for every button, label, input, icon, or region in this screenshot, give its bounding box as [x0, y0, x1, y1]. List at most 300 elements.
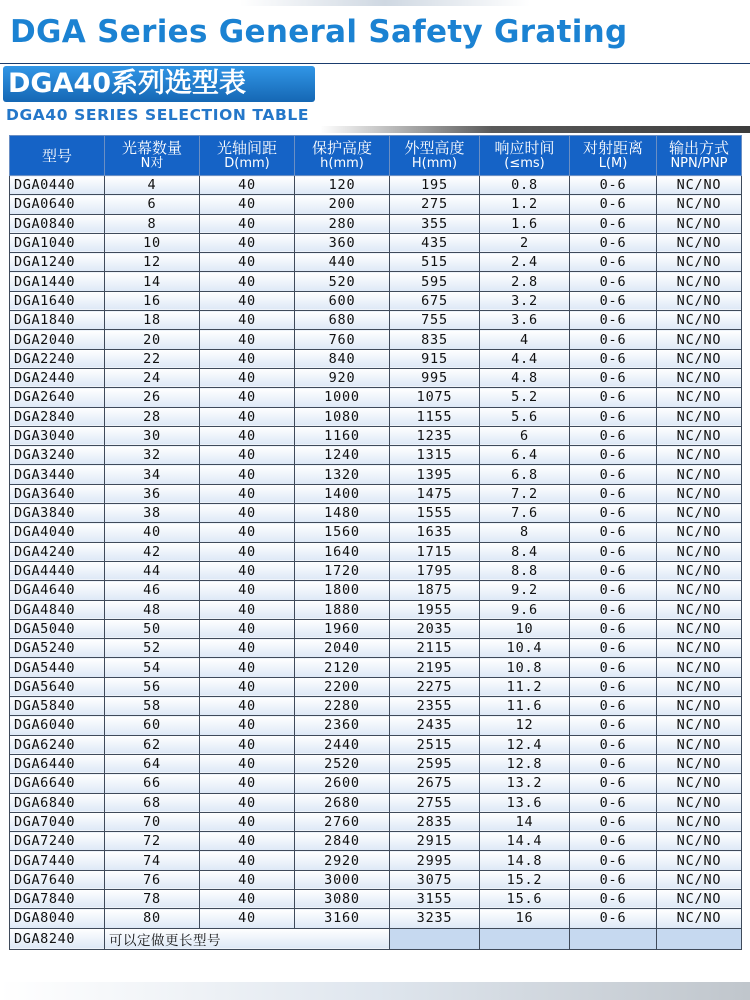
cell-beam-count: 6	[105, 195, 200, 214]
bottom-decoration	[0, 982, 750, 1000]
cell-range: 0-6	[570, 523, 657, 542]
cell-overall-height: 2675	[390, 774, 480, 793]
cell-output: NC/NO	[657, 581, 742, 600]
cell-range: 0-6	[570, 870, 657, 889]
cell-overall-height: 3075	[390, 870, 480, 889]
table-row	[10, 793, 742, 812]
cell-range: 0-6	[570, 812, 657, 831]
cell-output: NC/NO	[657, 349, 742, 368]
cell-model: DGA2040	[10, 330, 105, 349]
cell-range: 0-6	[570, 253, 657, 272]
cell-protection-height: 1320	[295, 465, 390, 484]
cell-beam-count: 74	[105, 851, 200, 870]
cell-range: 0-6	[570, 311, 657, 330]
cell-overall-height: 2995	[390, 851, 480, 870]
cell-range: 0-6	[570, 677, 657, 696]
cell-output: NC/NO	[657, 600, 742, 619]
cell-beam-spacing: 40	[200, 465, 295, 484]
cell-model: DGA3440	[10, 465, 105, 484]
cell-range: 0-6	[570, 446, 657, 465]
cell-model: DGA3840	[10, 504, 105, 523]
cell-beam-spacing: 40	[200, 349, 295, 368]
cell-range: 0-6	[570, 272, 657, 291]
cell-beam-spacing: 40	[200, 176, 295, 195]
table-row	[10, 561, 742, 580]
cell-protection-height: 2760	[295, 812, 390, 831]
cell-response-time: 4	[480, 330, 570, 349]
cell-model: DGA0440	[10, 176, 105, 195]
cell-overall-height: 2915	[390, 832, 480, 851]
cell-beam-count: 34	[105, 465, 200, 484]
table-row	[10, 311, 742, 330]
cell-protection-height: 2120	[295, 658, 390, 677]
cell-beam-spacing: 40	[200, 677, 295, 696]
table-row	[10, 195, 742, 214]
cell-model: DGA5040	[10, 619, 105, 638]
cell-beam-count: 40	[105, 523, 200, 542]
table-row	[10, 697, 742, 716]
cell-beam-count: 38	[105, 504, 200, 523]
table-row	[10, 600, 742, 619]
cell-range: 0-6	[570, 697, 657, 716]
cell-response-time: 14.8	[480, 851, 570, 870]
cell-response-time: 14.4	[480, 832, 570, 851]
cell-response-time: 2	[480, 233, 570, 252]
table-row	[10, 870, 742, 889]
cell-output: NC/NO	[657, 426, 742, 445]
cell-model: DGA4040	[10, 523, 105, 542]
cell-overall-height: 3235	[390, 909, 480, 928]
table-row	[10, 754, 742, 773]
cell-overall-height: 2515	[390, 735, 480, 754]
table-row	[10, 349, 742, 368]
cell-range: 0-6	[570, 368, 657, 387]
cell-output: NC/NO	[657, 793, 742, 812]
cell-overall-height: 195	[390, 176, 480, 195]
table-row	[10, 658, 742, 677]
cell-beam-count: 28	[105, 407, 200, 426]
cell-range: 0-6	[570, 388, 657, 407]
cell-beam-spacing: 40	[200, 793, 295, 812]
cell-model: DGA1040	[10, 233, 105, 252]
cell-beam-spacing: 40	[200, 311, 295, 330]
cell-overall-height: 435	[390, 233, 480, 252]
cell-response-time: 10	[480, 619, 570, 638]
cell-beam-spacing: 40	[200, 581, 295, 600]
cell-range: 0-6	[570, 291, 657, 310]
cell-overall-height: 2355	[390, 697, 480, 716]
cell-beam-spacing: 40	[200, 619, 295, 638]
cell-beam-count: 44	[105, 561, 200, 580]
table-row	[10, 504, 742, 523]
column-header-beam-count: 光幕数量 N对	[105, 136, 200, 176]
cell-range: 0-6	[570, 233, 657, 252]
cell-range: 0-6	[570, 581, 657, 600]
cell-protection-height: 840	[295, 349, 390, 368]
cell-output: NC/NO	[657, 812, 742, 831]
cell-protection-height: 2360	[295, 716, 390, 735]
cell-response-time: 6.4	[480, 446, 570, 465]
cell-beam-count: 58	[105, 697, 200, 716]
cell-range: 0-6	[570, 735, 657, 754]
cell-output: NC/NO	[657, 368, 742, 387]
cell-overall-height: 1955	[390, 600, 480, 619]
cell-output: NC/NO	[657, 291, 742, 310]
cell-overall-height: 2035	[390, 619, 480, 638]
cell-protection-height: 1160	[295, 426, 390, 445]
cell-protection-height: 2840	[295, 832, 390, 851]
table-body	[10, 176, 742, 950]
cell-beam-count: 46	[105, 581, 200, 600]
cell-response-time: 6.8	[480, 465, 570, 484]
table-row	[10, 523, 742, 542]
cell-output: NC/NO	[657, 504, 742, 523]
cell-protection-height: 120	[295, 176, 390, 195]
cell-protection-height: 200	[295, 195, 390, 214]
cell-beam-count: 76	[105, 870, 200, 889]
cell-output: NC/NO	[657, 465, 742, 484]
cell-overall-height: 595	[390, 272, 480, 291]
cell-beam-spacing: 40	[200, 368, 295, 387]
cell-output: NC/NO	[657, 311, 742, 330]
cell-response-time: 5.2	[480, 388, 570, 407]
cell-protection-height: 2680	[295, 793, 390, 812]
cell-model: DGA4640	[10, 581, 105, 600]
cell-beam-count: 80	[105, 909, 200, 928]
cell-beam-spacing: 40	[200, 658, 295, 677]
empty-cell	[570, 928, 657, 949]
cell-model: DGA1840	[10, 311, 105, 330]
cell-overall-height: 2195	[390, 658, 480, 677]
cell-range: 0-6	[570, 484, 657, 503]
cell-beam-spacing: 40	[200, 233, 295, 252]
cell-protection-height: 2600	[295, 774, 390, 793]
cell-output: NC/NO	[657, 330, 742, 349]
cell-response-time: 15.2	[480, 870, 570, 889]
table-row	[10, 272, 742, 291]
empty-cell	[480, 928, 570, 949]
cell-model: DGA2840	[10, 407, 105, 426]
cell-model: DGA7640	[10, 870, 105, 889]
cell-response-time: 11.6	[480, 697, 570, 716]
table-row	[10, 581, 742, 600]
cell-model: DGA7840	[10, 889, 105, 908]
cell-protection-height: 1000	[295, 388, 390, 407]
cell-protection-height: 1240	[295, 446, 390, 465]
table-row	[10, 716, 742, 735]
cell-overall-height: 1235	[390, 426, 480, 445]
table-row	[10, 446, 742, 465]
cell-model: DGA1240	[10, 253, 105, 272]
cell-beam-count: 12	[105, 253, 200, 272]
cell-protection-height: 1960	[295, 619, 390, 638]
cell-response-time: 8.4	[480, 542, 570, 561]
cell-protection-height: 2520	[295, 754, 390, 773]
cell-response-time: 8	[480, 523, 570, 542]
table-row	[10, 233, 742, 252]
cell-output: NC/NO	[657, 619, 742, 638]
cell-model: DGA7440	[10, 851, 105, 870]
cell-protection-height: 520	[295, 272, 390, 291]
cell-beam-count: 24	[105, 368, 200, 387]
table-row	[10, 176, 742, 195]
cell-overall-height: 1395	[390, 465, 480, 484]
cell-overall-height: 515	[390, 253, 480, 272]
table-row	[10, 812, 742, 831]
cell-response-time: 7.6	[480, 504, 570, 523]
table-row	[10, 253, 742, 272]
cell-output: NC/NO	[657, 832, 742, 851]
cell-range: 0-6	[570, 176, 657, 195]
cell-range: 0-6	[570, 619, 657, 638]
cell-response-time: 7.2	[480, 484, 570, 503]
cell-model: DGA3240	[10, 446, 105, 465]
cell-model: DGA4840	[10, 600, 105, 619]
cell-protection-height: 1720	[295, 561, 390, 580]
cell-beam-count: 50	[105, 619, 200, 638]
cell-beam-spacing: 40	[200, 330, 295, 349]
cell-response-time: 4.4	[480, 349, 570, 368]
cell-model: DGA0840	[10, 214, 105, 233]
cell-overall-height: 1875	[390, 581, 480, 600]
cell-beam-count: 48	[105, 600, 200, 619]
cell-beam-count: 60	[105, 716, 200, 735]
cell-overall-height: 1795	[390, 561, 480, 580]
cell-output: NC/NO	[657, 195, 742, 214]
cell-beam-spacing: 40	[200, 484, 295, 503]
cell-range: 0-6	[570, 754, 657, 773]
table-row-custom	[10, 928, 742, 949]
cell-response-time: 2.4	[480, 253, 570, 272]
cell-output: NC/NO	[657, 870, 742, 889]
cell-beam-count: 54	[105, 658, 200, 677]
table-row	[10, 407, 742, 426]
cell-overall-height: 1635	[390, 523, 480, 542]
cell-beam-count: 66	[105, 774, 200, 793]
cell-output: NC/NO	[657, 889, 742, 908]
cell-model: DGA8040	[10, 909, 105, 928]
cell-protection-height: 1560	[295, 523, 390, 542]
cell-range: 0-6	[570, 349, 657, 368]
cell-model: DGA8240	[10, 928, 105, 949]
page-title: DGA Series General Safety Grating	[10, 14, 628, 50]
cell-model: DGA0640	[10, 195, 105, 214]
cell-overall-height: 2595	[390, 754, 480, 773]
cell-beam-count: 4	[105, 176, 200, 195]
cell-beam-count: 70	[105, 812, 200, 831]
cell-beam-count: 64	[105, 754, 200, 773]
cell-protection-height: 1080	[295, 407, 390, 426]
cell-beam-spacing: 40	[200, 195, 295, 214]
cell-overall-height: 835	[390, 330, 480, 349]
table-row	[10, 909, 742, 928]
cell-model: DGA4240	[10, 542, 105, 561]
cell-model: DGA2440	[10, 368, 105, 387]
cell-range: 0-6	[570, 658, 657, 677]
cell-beam-spacing: 40	[200, 388, 295, 407]
cell-overall-height: 755	[390, 311, 480, 330]
cell-output: NC/NO	[657, 388, 742, 407]
cell-protection-height: 280	[295, 214, 390, 233]
cell-beam-spacing: 40	[200, 253, 295, 272]
cell-response-time: 1.2	[480, 195, 570, 214]
cell-output: NC/NO	[657, 446, 742, 465]
cell-overall-height: 2435	[390, 716, 480, 735]
cell-range: 0-6	[570, 774, 657, 793]
cell-beam-count: 72	[105, 832, 200, 851]
cell-beam-count: 22	[105, 349, 200, 368]
table-row	[10, 484, 742, 503]
cell-beam-spacing: 40	[200, 291, 295, 310]
cell-protection-height: 1480	[295, 504, 390, 523]
cell-beam-spacing: 40	[200, 523, 295, 542]
cell-protection-height: 440	[295, 253, 390, 272]
cell-overall-height: 2835	[390, 812, 480, 831]
cell-model: DGA2240	[10, 349, 105, 368]
table-row	[10, 388, 742, 407]
cell-response-time: 15.6	[480, 889, 570, 908]
cell-protection-height: 1800	[295, 581, 390, 600]
cell-output: NC/NO	[657, 658, 742, 677]
cell-beam-spacing: 40	[200, 716, 295, 735]
cell-beam-spacing: 40	[200, 504, 295, 523]
cell-response-time: 3.2	[480, 291, 570, 310]
cell-overall-height: 2275	[390, 677, 480, 696]
cell-output: NC/NO	[657, 851, 742, 870]
cell-beam-count: 26	[105, 388, 200, 407]
cell-protection-height: 2440	[295, 735, 390, 754]
cell-model: DGA5440	[10, 658, 105, 677]
table-row	[10, 774, 742, 793]
cell-range: 0-6	[570, 909, 657, 928]
table-row	[10, 639, 742, 658]
subtitle-en: DGA40 SERIES SELECTION TABLE	[6, 106, 310, 124]
cell-protection-height: 3160	[295, 909, 390, 928]
cell-protection-height: 2200	[295, 677, 390, 696]
empty-cell	[657, 928, 742, 949]
cell-range: 0-6	[570, 407, 657, 426]
cell-model: DGA6040	[10, 716, 105, 735]
cell-response-time: 6	[480, 426, 570, 445]
cell-output: NC/NO	[657, 233, 742, 252]
cell-beam-spacing: 40	[200, 735, 295, 754]
cell-overall-height: 915	[390, 349, 480, 368]
cell-range: 0-6	[570, 639, 657, 658]
cell-range: 0-6	[570, 832, 657, 851]
table-row	[10, 735, 742, 754]
cell-response-time: 5.6	[480, 407, 570, 426]
cell-response-time: 16	[480, 909, 570, 928]
cell-beam-spacing: 40	[200, 600, 295, 619]
cell-response-time: 4.8	[480, 368, 570, 387]
cell-overall-height: 675	[390, 291, 480, 310]
cell-range: 0-6	[570, 426, 657, 445]
cell-beam-count: 18	[105, 311, 200, 330]
cell-beam-spacing: 40	[200, 832, 295, 851]
cell-response-time: 0.8	[480, 176, 570, 195]
cell-model: DGA7040	[10, 812, 105, 831]
cell-beam-spacing: 40	[200, 870, 295, 889]
cell-protection-height: 2280	[295, 697, 390, 716]
cell-response-time: 12.8	[480, 754, 570, 773]
cell-output: NC/NO	[657, 253, 742, 272]
cell-range: 0-6	[570, 465, 657, 484]
cell-range: 0-6	[570, 214, 657, 233]
cell-protection-height: 600	[295, 291, 390, 310]
cell-model: DGA5640	[10, 677, 105, 696]
cell-beam-count: 16	[105, 291, 200, 310]
cell-model: DGA6640	[10, 774, 105, 793]
cell-response-time: 1.6	[480, 214, 570, 233]
subtitle-cn: DGA40系列选型表	[8, 68, 247, 99]
cell-range: 0-6	[570, 504, 657, 523]
cell-output: NC/NO	[657, 697, 742, 716]
cell-range: 0-6	[570, 793, 657, 812]
cell-beam-spacing: 40	[200, 754, 295, 773]
cell-beam-spacing: 40	[200, 407, 295, 426]
cell-output: NC/NO	[657, 523, 742, 542]
column-header-beam-spacing: 光轴间距 D(mm)	[200, 136, 295, 176]
cell-beam-spacing: 40	[200, 542, 295, 561]
table-row	[10, 832, 742, 851]
cell-beam-count: 52	[105, 639, 200, 658]
table-row	[10, 619, 742, 638]
cell-beam-count: 20	[105, 330, 200, 349]
cell-output: NC/NO	[657, 484, 742, 503]
cell-protection-height: 920	[295, 368, 390, 387]
cell-range: 0-6	[570, 330, 657, 349]
cell-range: 0-6	[570, 851, 657, 870]
cell-beam-count: 62	[105, 735, 200, 754]
cell-beam-spacing: 40	[200, 639, 295, 658]
cell-protection-height: 760	[295, 330, 390, 349]
cell-model: DGA5240	[10, 639, 105, 658]
cell-beam-count: 30	[105, 426, 200, 445]
column-header-output: 输出方式 NPN/PNP	[657, 136, 742, 176]
cell-overall-height: 1315	[390, 446, 480, 465]
cell-protection-height: 1640	[295, 542, 390, 561]
cell-overall-height: 1075	[390, 388, 480, 407]
cell-response-time: 9.6	[480, 600, 570, 619]
cell-beam-spacing: 40	[200, 889, 295, 908]
selection-table	[9, 135, 742, 950]
cell-beam-count: 10	[105, 233, 200, 252]
table-row	[10, 889, 742, 908]
cell-overall-height: 2115	[390, 639, 480, 658]
cell-response-time: 12.4	[480, 735, 570, 754]
cell-overall-height: 355	[390, 214, 480, 233]
column-header-range: 对射距离 L(M)	[570, 136, 657, 176]
cell-beam-spacing: 40	[200, 812, 295, 831]
header-shadow-bar	[320, 126, 750, 133]
cell-overall-height: 275	[390, 195, 480, 214]
cell-range: 0-6	[570, 561, 657, 580]
cell-output: NC/NO	[657, 774, 742, 793]
table-row	[10, 291, 742, 310]
cell-beam-spacing: 40	[200, 774, 295, 793]
cell-output: NC/NO	[657, 214, 742, 233]
cell-output: NC/NO	[657, 407, 742, 426]
cell-model: DGA3640	[10, 484, 105, 503]
cell-model: DGA6240	[10, 735, 105, 754]
custom-length-note: 可以定做更长型号	[105, 928, 390, 949]
cell-beam-spacing: 40	[200, 561, 295, 580]
table-row	[10, 330, 742, 349]
cell-response-time: 13.2	[480, 774, 570, 793]
cell-range: 0-6	[570, 195, 657, 214]
table-row	[10, 851, 742, 870]
cell-overall-height: 1475	[390, 484, 480, 503]
